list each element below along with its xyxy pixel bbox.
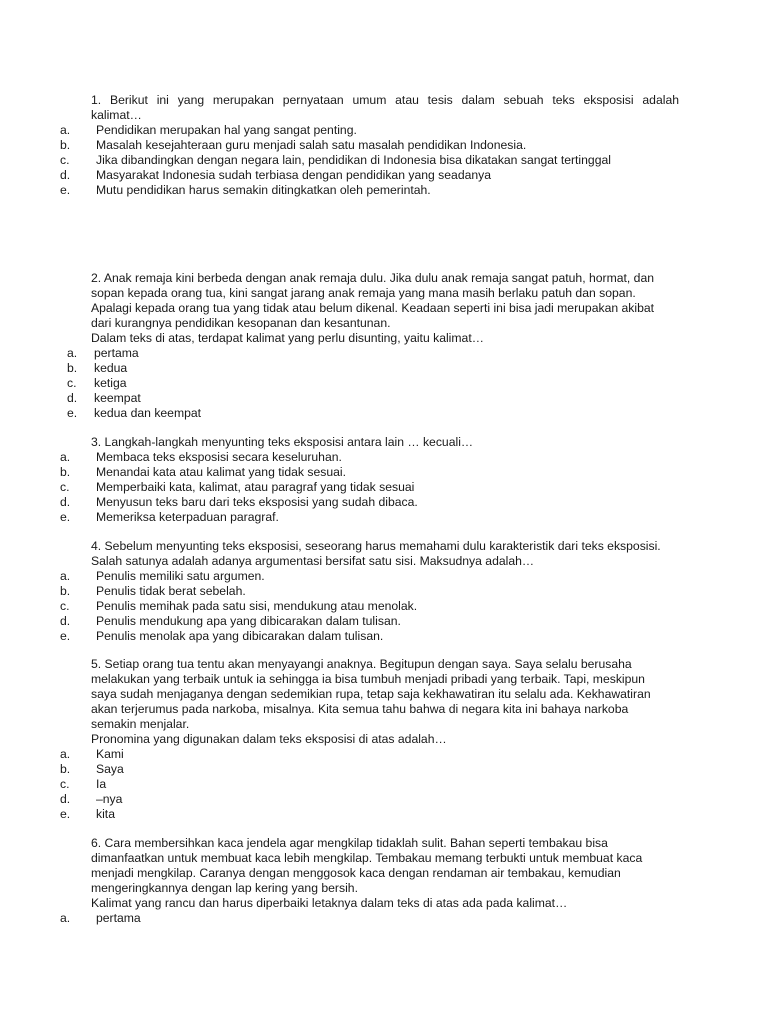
option-letter: a. bbox=[60, 747, 71, 761]
option-text: Pendidikan merupakan hal yang sangat penting. bbox=[96, 123, 357, 137]
option-d bbox=[0, 168, 768, 183]
stem-line: Pronomina yang digunakan dalam teks eksposisi di atas adalah… bbox=[91, 732, 447, 746]
option-text: Masyarakat Indonesia sudah terbiasa dengan pendidikan yang seadanya bbox=[96, 168, 492, 182]
option-letter: e. bbox=[60, 183, 71, 197]
option-text: pertama bbox=[94, 346, 139, 360]
option-text: Membaca teks eksposisi secara keseluruhan. bbox=[96, 450, 342, 464]
option-d bbox=[0, 391, 768, 406]
stem-line: kalimat… bbox=[91, 108, 142, 122]
option-letter: b. bbox=[60, 138, 71, 152]
option-e bbox=[0, 183, 768, 198]
question-5-stem bbox=[91, 657, 679, 747]
option-text: Memeriksa keterpaduan paragraf. bbox=[96, 510, 279, 524]
option-letter: e. bbox=[60, 510, 71, 524]
stem-line: sopan kepada orang tua, kini sangat jarang anak remaja yang mana masih berlaku patuh dan sopan. bbox=[91, 286, 636, 300]
option-e bbox=[0, 629, 768, 644]
question-4-options bbox=[0, 569, 768, 644]
option-e bbox=[0, 807, 768, 822]
stem-line: 1. Berikut ini yang merupakan pernyataan umum atau tesis dalam sebuah teks eksposisi adalah bbox=[91, 93, 679, 107]
option-text: Ia bbox=[96, 777, 107, 791]
option-text: –nya bbox=[96, 792, 123, 806]
question-2 bbox=[0, 271, 768, 421]
option-d bbox=[0, 792, 768, 807]
option-a bbox=[0, 346, 768, 361]
question-3-options bbox=[0, 450, 768, 525]
option-b bbox=[0, 361, 768, 376]
option-text: Menandai kata atau kalimat yang tidak sesuai. bbox=[96, 465, 346, 479]
option-letter: c. bbox=[60, 153, 70, 167]
option-letter: a. bbox=[67, 346, 78, 360]
stem-line: 2. Anak remaja kini berbeda dengan anak remaja dulu. Jika dulu anak remaja sangat patuh, hormat, dan bbox=[91, 271, 655, 285]
option-letter: e. bbox=[67, 406, 78, 420]
option-b bbox=[0, 465, 768, 480]
question-4 bbox=[0, 539, 768, 644]
option-c bbox=[0, 480, 768, 495]
question-4-stem bbox=[91, 539, 679, 569]
option-c bbox=[0, 777, 768, 792]
option-text: Penulis memiliki satu argumen. bbox=[96, 569, 265, 583]
option-b bbox=[0, 584, 768, 599]
question-6-options bbox=[0, 911, 768, 926]
option-letter: d. bbox=[60, 614, 71, 628]
option-text: Penulis tidak berat sebelah. bbox=[96, 584, 246, 598]
question-2-options bbox=[0, 346, 768, 421]
question-6 bbox=[0, 836, 768, 926]
option-b bbox=[0, 762, 768, 777]
option-letter: c. bbox=[60, 599, 70, 613]
option-e bbox=[0, 406, 768, 421]
option-letter: d. bbox=[60, 792, 71, 806]
option-letter: c. bbox=[60, 480, 70, 494]
option-a bbox=[0, 747, 768, 762]
stem-line: 6. Cara membersihkan kaca jendela agar mengkilap tidaklah sulit. Bahan seperti tembakau bisa bbox=[91, 836, 608, 850]
option-letter: a. bbox=[60, 569, 71, 583]
stem-line: 5. Setiap orang tua tentu akan menyayangi anaknya. Begitupun dengan saya. Saya selalu berusaha bbox=[91, 657, 632, 671]
option-text: kedua dan keempat bbox=[94, 406, 202, 420]
stem-line: menjadi mengkilap. Caranya dengan menggosok kaca dengan rendaman air tembakau, kemudian bbox=[91, 866, 621, 880]
option-text: Mutu pendidikan harus semakin ditingkatkan oleh pemerintah. bbox=[96, 183, 431, 197]
option-c bbox=[0, 599, 768, 614]
option-text: ketiga bbox=[94, 376, 127, 390]
option-letter: a. bbox=[60, 450, 71, 464]
option-text: Menyusun teks baru dari teks eksposisi yang sudah dibaca. bbox=[96, 495, 418, 509]
option-letter: d. bbox=[60, 168, 71, 182]
option-a bbox=[0, 450, 768, 465]
option-c bbox=[0, 153, 768, 168]
option-text: Penulis menolak apa yang dibicarakan dalam tulisan. bbox=[96, 629, 384, 643]
stem-line: dari kurangnya pendidikan kesopanan dan kesantunan. bbox=[91, 316, 391, 330]
option-text: keempat bbox=[94, 391, 141, 405]
option-letter: a. bbox=[60, 123, 71, 137]
question-1-stem bbox=[91, 93, 679, 123]
option-letter: d. bbox=[60, 495, 71, 509]
option-b bbox=[0, 138, 768, 153]
option-text: Penulis mendukung apa yang dibicarakan dalam tulisan. bbox=[96, 614, 401, 628]
stem-line: Kalimat yang rancu dan harus diperbaiki letaknya dalam teks di atas ada pada kalimat… bbox=[91, 896, 568, 910]
option-letter: b. bbox=[60, 584, 71, 598]
stem-line: Apalagi kepada orang tua yang tidak atau belum dikenal. Keadaan seperti ini bisa jadi merupakan akibat bbox=[91, 301, 655, 315]
stem-line: akan terjerumus pada narkoba, misalnya. Kita semua tahu bahwa di negara kita ini bahaya narkoba bbox=[91, 702, 629, 716]
option-text: pertama bbox=[96, 911, 141, 925]
stem-line: mengeringkannya dengan lap kering yang bersih. bbox=[91, 881, 358, 895]
option-a bbox=[0, 911, 768, 926]
stem-line: Salah satunya adalah adanya argumentasi bersifat satu sisi. Maksudnya adalah… bbox=[91, 554, 535, 568]
stem-line: 3. Langkah-langkah menyunting teks eksposisi antara lain … kecuali… bbox=[91, 435, 474, 449]
option-a bbox=[0, 569, 768, 584]
option-text: Kami bbox=[96, 747, 124, 761]
option-letter: d. bbox=[67, 391, 78, 405]
question-3 bbox=[0, 435, 768, 525]
stem-line: Dalam teks di atas, terdapat kalimat yang perlu disunting, yaitu kalimat… bbox=[91, 331, 484, 345]
option-e bbox=[0, 510, 768, 525]
question-5-options bbox=[0, 747, 768, 822]
question-3-stem bbox=[91, 435, 679, 450]
option-letter: e. bbox=[60, 629, 71, 643]
stem-line: dimanfaatkan untuk membuat kaca lebih mengkilap. Tembakau memang terbukti untuk membuat kaca bbox=[91, 851, 643, 865]
option-text: kedua bbox=[94, 361, 128, 375]
option-letter: b. bbox=[67, 361, 78, 375]
option-text: Memperbaiki kata, kalimat, atau paragraf yang tidak sesuai bbox=[96, 480, 415, 494]
question-6-stem bbox=[91, 836, 679, 911]
stem-line: semakin menjalar. bbox=[91, 717, 190, 731]
option-d bbox=[0, 495, 768, 510]
option-text: Saya bbox=[96, 762, 124, 776]
option-letter: b. bbox=[60, 465, 71, 479]
option-c bbox=[0, 376, 768, 391]
option-letter: b. bbox=[60, 762, 71, 776]
option-text: Jika dibandingkan dengan negara lain, pendidikan di Indonesia bisa dikatakan sangat tertinggal bbox=[96, 153, 611, 167]
option-text: Masalah kesejahteraan guru menjadi salah satu masalah pendidikan Indonesia. bbox=[96, 138, 527, 152]
question-2-stem bbox=[91, 271, 679, 346]
option-a bbox=[0, 123, 768, 138]
question-5 bbox=[0, 657, 768, 822]
question-1 bbox=[0, 93, 768, 198]
option-letter: c. bbox=[60, 777, 70, 791]
option-letter: c. bbox=[67, 376, 77, 390]
option-letter: e. bbox=[60, 807, 71, 821]
stem-line: saya sudah menjaganya dengan sedemikian rupa, tetap saja kekhawatiran itu selalu ada. Kekhawatiran bbox=[91, 687, 651, 701]
stem-line: 4. Sebelum menyunting teks eksposisi, seseorang harus memahami dulu karakteristik dari teks eksposisi. bbox=[91, 539, 661, 553]
option-letter: a. bbox=[60, 911, 71, 925]
stem-line: melakukan yang terbaik untuk ia sehingga ia bisa tumbuh menjadi pribadi yang terbaik. Tapi, meskipun bbox=[91, 672, 645, 686]
question-1-options bbox=[0, 123, 768, 198]
option-text: Penulis memihak pada satu sisi, mendukung atau menolak. bbox=[96, 599, 418, 613]
option-d bbox=[0, 614, 768, 629]
option-text: kita bbox=[96, 807, 115, 821]
